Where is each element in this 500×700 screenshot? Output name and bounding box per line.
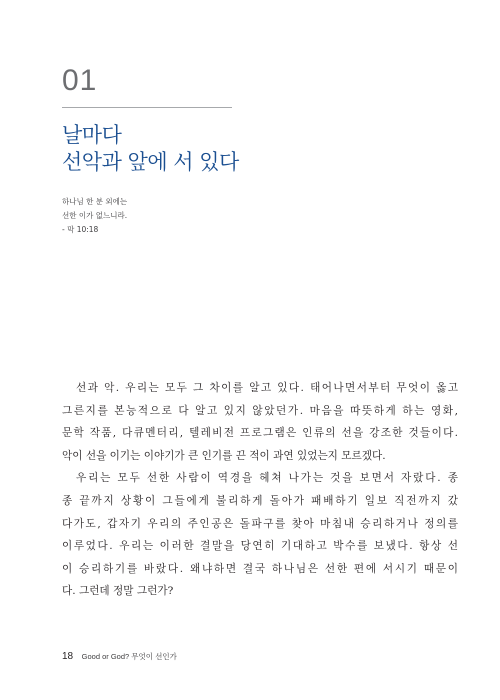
chapter-divider	[62, 107, 232, 108]
body-line: 그른지를 본능적으로 다 알고 있지 않았던가. 마음을 따뜻하게 하는 영화,	[62, 404, 460, 417]
body-line: 이루었다. 우리는 이러한 결말을 당연히 기대하고 박수를 보냈다. 항상 선	[62, 540, 460, 553]
body-text	[62, 377, 458, 603]
body-line: 선과 악. 우리는 모두 그 차이를 알고 있다. 태어나면서부터 무엇이 옳고	[76, 382, 460, 394]
page-number: 18	[62, 651, 74, 662]
body-line: 문학 작품, 다큐멘터리, 텔레비전 프로그램은 인류의 선을 강조한 것들이다.	[62, 427, 460, 440]
page-footer	[62, 651, 177, 662]
body-line: 이 승리하기를 바랐다. 왜냐하면 결국 하나님은 선한 편에 서시기 때문이	[62, 562, 460, 575]
body-line: 다. 그런데 정말 그런가?	[62, 585, 174, 598]
chapter-title	[62, 122, 239, 176]
verse-line-2: 선한 이가 없느니라.	[62, 211, 128, 220]
body-line: 다가도, 갑자기 우리의 주인공은 돌파구를 찾아 마침내 승리하거나 정의를	[62, 517, 460, 530]
body-line: 종 끝까지 상황이 그들에게 불리하게 돌아가 패배하기 일보 직전까지 갔	[62, 494, 460, 507]
chapter-title-line-1: 날마다	[62, 123, 122, 147]
body-line: 악이 선을 이기는 이야기가 큰 인기를 끈 적이 과연 있었는지 모르겠다.	[62, 449, 386, 462]
epigraph-verse	[62, 195, 127, 237]
verse-citation: - 막 10:18	[62, 225, 99, 234]
running-book-title: Good or God? 무엇이 선인가	[81, 652, 177, 661]
body-line: 우리는 모두 선한 사람이 역경을 헤쳐 나가는 것을 보면서 자랐다. 종	[76, 472, 460, 485]
chapter-number: 01	[62, 64, 98, 97]
chapter-title-line-2: 선악과 앞에 서 있다	[62, 150, 239, 174]
verse-line-1: 하나님 한 분 외에는	[62, 197, 128, 206]
